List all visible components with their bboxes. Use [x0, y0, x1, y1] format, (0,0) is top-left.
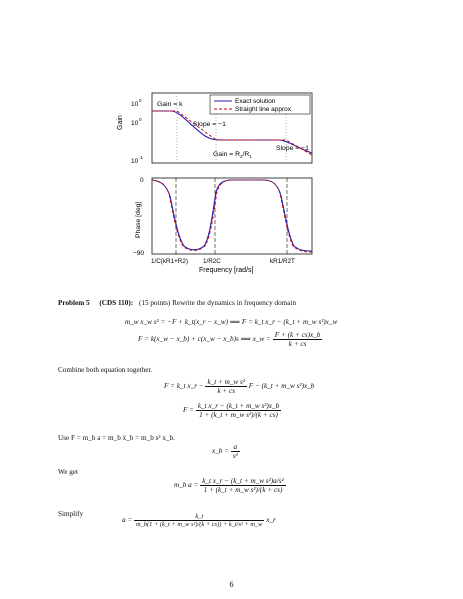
equation-2 — [138, 331, 322, 348]
equation-3-left: F = k_t x_r − — [164, 382, 204, 391]
weget-text: We get — [58, 468, 78, 476]
phase-ytick-0: 0 — [140, 177, 144, 184]
equation-5-left: x_b = — [212, 447, 230, 456]
annotation-slope-1: Slope = −1 — [193, 121, 226, 128]
phase-xtick-1: 1/C(kR1+R2) — [151, 258, 188, 265]
gain-ytick-2: 10 — [131, 120, 139, 127]
phase-ytick-neg90: −90 — [133, 250, 145, 257]
equation-7-right: x_r — [266, 516, 276, 525]
equation-4-fraction: $\frac{\text{k\_t x\_r − (k\_t + m\_w s²)x\_b}}{\text{1 + (k\_t + m\_w s²)/(k + cs)}}$ — [197, 402, 280, 419]
equation-3-right: F − (k_t + m_w s²)x_b — [248, 382, 315, 391]
combine-text: Combine both equation together. — [58, 366, 153, 374]
simplify-text: Simplify — [58, 510, 84, 518]
legend-approx-label: Straight line approx — [235, 106, 292, 113]
equation-5 — [212, 443, 240, 460]
gain-ytick-3-exp: -1 — [139, 155, 144, 160]
equation-4 — [183, 402, 281, 419]
equation-7-fraction: $\frac{k\_t}{\text{m\_b(1 + (k\_t + m\_w s²)/(k + cs)) + k\_t/s² + m\_w}}$ — [136, 513, 263, 528]
equation-3-fraction: $\frac{\text{k\_t + m\_w s²}}{k + cs}$ — [207, 378, 245, 395]
bode-figure — [0, 0, 463, 280]
equation-2-fraction: $\frac{F + (k + cs)x\_b}{k + cs}$ — [274, 331, 321, 348]
gain-ylabel: Gain — [117, 115, 124, 130]
equation-7-left: a = — [122, 516, 133, 525]
problem-statement: (15 points) Rewrite the dynamics in frequency domain — [138, 299, 297, 307]
problem-title: Problem 5 — [58, 299, 90, 307]
equation-2-left: F = k(x_w − x_b) + c(x_w − x_b)s ⟹ x_w = — [138, 335, 271, 344]
phase-xlabel: Frequency [rad/s] — [199, 267, 254, 274]
phase-xtick-2: 1/R2C — [203, 258, 221, 265]
legend-exact-label: Exact solution — [235, 98, 276, 105]
equation-7 — [122, 513, 276, 528]
phase-xtick-3: kR1/R2T — [270, 258, 295, 265]
gain-ytick-1: 10 — [131, 101, 139, 108]
problem-course: (CDS 110): — [99, 299, 134, 307]
equation-6 — [174, 477, 286, 494]
equation-5-fraction: $\frac{a}{\text{s²}}$ — [232, 443, 238, 460]
phase-ylabel: Phase [deg] — [135, 201, 142, 238]
gain-ytick-2-exp: 0 — [139, 117, 142, 122]
equation-1: m_w x_w s² = −F + k_t(x_r − x_w) ⟹ F = k_t x_r − (k_t + m_w s²)x_w — [125, 318, 338, 326]
problem-heading — [58, 299, 296, 308]
use-text: Use F = m_b a = m_b ẍ_b = m_b s² x_b. — [58, 434, 175, 442]
equation-4-left: F = — [183, 406, 195, 415]
page-number: 6 — [229, 580, 234, 589]
annotation-gain-r: Gain = $R_2/R_1$ — [213, 151, 252, 159]
equation-6-fraction: $\frac{\text{k\_t x\_r − (k\_t + m\_w s²)a/s²}}{\text{1 + (k\_t + m\_w s²)/(k + cs)}}$ — [202, 477, 284, 494]
annotation-gain-k: Gain = k — [157, 101, 183, 108]
annotation-slope-2: Slope = −1 — [276, 145, 309, 152]
gain-ytick-3: 10 — [131, 158, 139, 165]
gain-ytick-1-exp: 0 — [139, 98, 142, 103]
equation-3 — [164, 378, 314, 395]
equation-6-left: m_b a = — [174, 481, 199, 490]
